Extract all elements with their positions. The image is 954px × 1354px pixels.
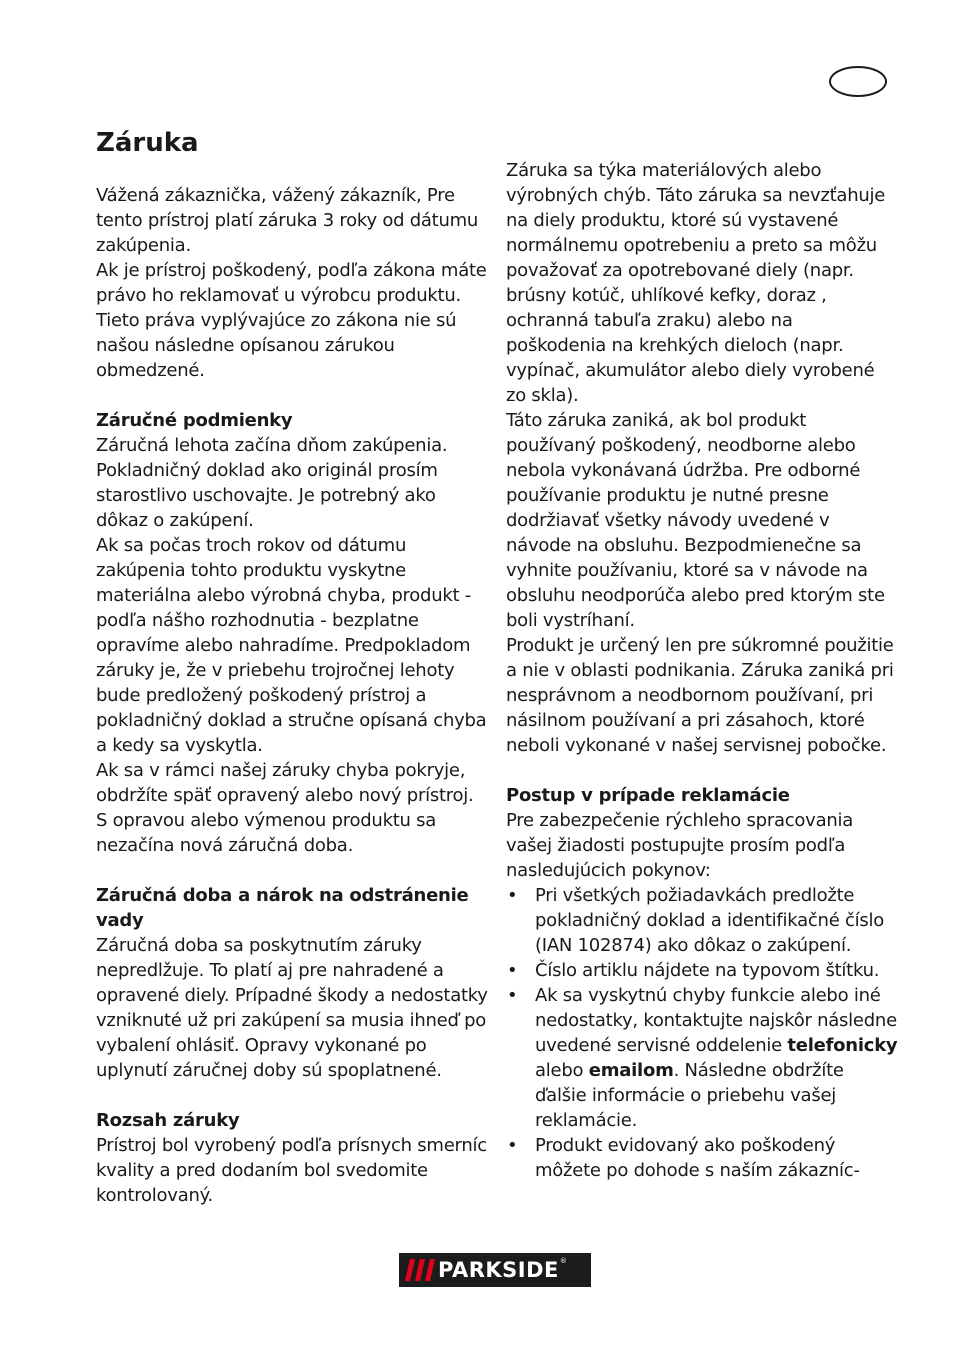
body-paragraph: Táto záruka zaniká, ak bol produkt používaný poškodený, neodborne alebo nebola vykonávaná údržba. Pre odborné používanie produktu je nutné presne dodržiavať všetky návody uvedené v návode na obsluhu. Bezpodmienečne sa vyhnite používaniu, ktoré sa v návode na obsluhu neodporúča alebo pred ktorým ste boli vystríhaní. (506, 410, 885, 631)
list-item (506, 883, 898, 958)
body-paragraph: Prístroj bol vyrobený podľa prísnych smerníc kvality a pred dodaním bol svedomite kontrolovaný. (96, 1135, 487, 1206)
list-item-text: Produkt evidovaný ako poškodený môžete po dohode s naším zákazníc- (535, 1135, 860, 1181)
list-item (506, 958, 898, 983)
right-column (506, 158, 898, 1183)
section-heading: Záručná doba a nárok na odstránenie vady (96, 885, 469, 931)
bold-text: telefonicky (787, 1035, 898, 1056)
body-paragraph: Záručná doba sa poskytnutím záruky nepredlžuje. To platí aj pre nahradené a opravené diely. Prípadné škody a nedostatky vzniknuté už pri zakúpení sa musia ihneď po vybalení ohlásiť. Opravy vykonané po uplynutí záručnej doby sú spoplatnené. (96, 935, 488, 1081)
body-paragraph: Ak je prístroj poškodený, podľa zákona máte právo ho reklamovať u výrobcu produktu. Tieto práva vyplývajúce zo zákona nie sú našou následne opísanou zárukou obmedzené. (96, 260, 487, 381)
section-heading: Rozsah záruky (96, 1110, 240, 1131)
list-item-text: Ak sa vyskytnú chyby funkcie alebo iné nedostatky, kontaktujte najskôr následne uvedené servisné oddelenie (535, 985, 897, 1056)
paragraph-gap (96, 383, 488, 408)
bold-text: emailom (588, 1060, 674, 1081)
paragraph-gap (96, 1083, 488, 1108)
section-heading: Postup v prípade reklamácie (506, 785, 790, 806)
body-paragraph: Pre zabezpečenie rýchleho spracovania vašej žiadosti postupujte prosím podľa nasledujúcich pokynov: (506, 810, 854, 881)
body-paragraph: Ak sa v rámci našej záruky chyba pokryje, obdržíte späť opravený alebo nový prístroj. S opravou alebo výmenou produktu sa nezačína nová záručná doba. (96, 760, 474, 856)
body-paragraph: Vážená zákaznička, vážený zákazník, Pre tento prístroj platí záruka 3 roky od dátumu zakúpenia. (96, 185, 479, 256)
parkside-logo (399, 1253, 591, 1287)
list-item-text: alebo (535, 1060, 589, 1081)
logo-text: PARKSIDE (438, 1258, 559, 1282)
body-paragraph: Záruka sa týka materiálových alebo výrobných chýb. Táto záruka sa nevzťahuje na diely produktu, ktoré sú vystavené normálnemu opotrebeniu a preto sa môžu považovať za opotrebované diely (napr. brúsny kotúč, uhlíkové kefky, doraz , ochranná tabuľa zraku) alebo na poškodenia na krehkých dieloch (napr. vypínač, akumulátor alebo diely vyrobené zo skla). (506, 160, 886, 406)
list-item-text: Číslo artiklu nájdete na typovom štítku. (535, 960, 880, 981)
paragraph-gap (96, 858, 488, 883)
parkside-stripes-icon (405, 1259, 435, 1281)
registered-mark: ® (559, 1257, 567, 1265)
body-paragraph: Ak sa počas troch rokov od dátumu zakúpenia tohto produktu vyskytne materiálna alebo výrobná chyba, produkt - podľa nášho rozhodnutia - bezplatne opravíme alebo nahradíme. Predpokladom záruky je, že v priebehu trojročnej lehoty bude predložený poškodený prístroj a pokladničný doklad a stručne opísaná chyba a kedy sa vyskytla. (96, 535, 487, 756)
page-title: Záruka (96, 128, 199, 158)
list-item (506, 983, 898, 1133)
section-heading: Záručné podmienky (96, 410, 293, 431)
paragraph-gap (506, 758, 898, 783)
list-item (506, 1133, 898, 1183)
list-item-text: . Následne obdržíte ďalšie informácie o priebehu vašej reklamácie. (535, 1060, 844, 1131)
language-badge (829, 66, 887, 97)
body-paragraph: Produkt je určený len pre súkromné použitie a nie v oblasti podnikania. Záruka zaniká pri nesprávnom a neodbornom používaní, pri násilnom používaní a pri zásahoch, ktoré neboli vykonané v našej servisnej pobočke. (506, 635, 894, 756)
bullet-list (506, 883, 898, 1183)
body-paragraph: Záručná lehota začína dňom zakúpenia. Pokladničný doklad ako originál prosím starostlivo uschovajte. Je potrebný ako dôkaz o zakúpení. (96, 435, 448, 531)
left-column (96, 183, 488, 1208)
list-item-text: Pri všetkých požiadavkách predložte pokladničný doklad a identifikačné číslo (IAN 102874) ako dôkaz o zakúpení. (535, 885, 885, 956)
